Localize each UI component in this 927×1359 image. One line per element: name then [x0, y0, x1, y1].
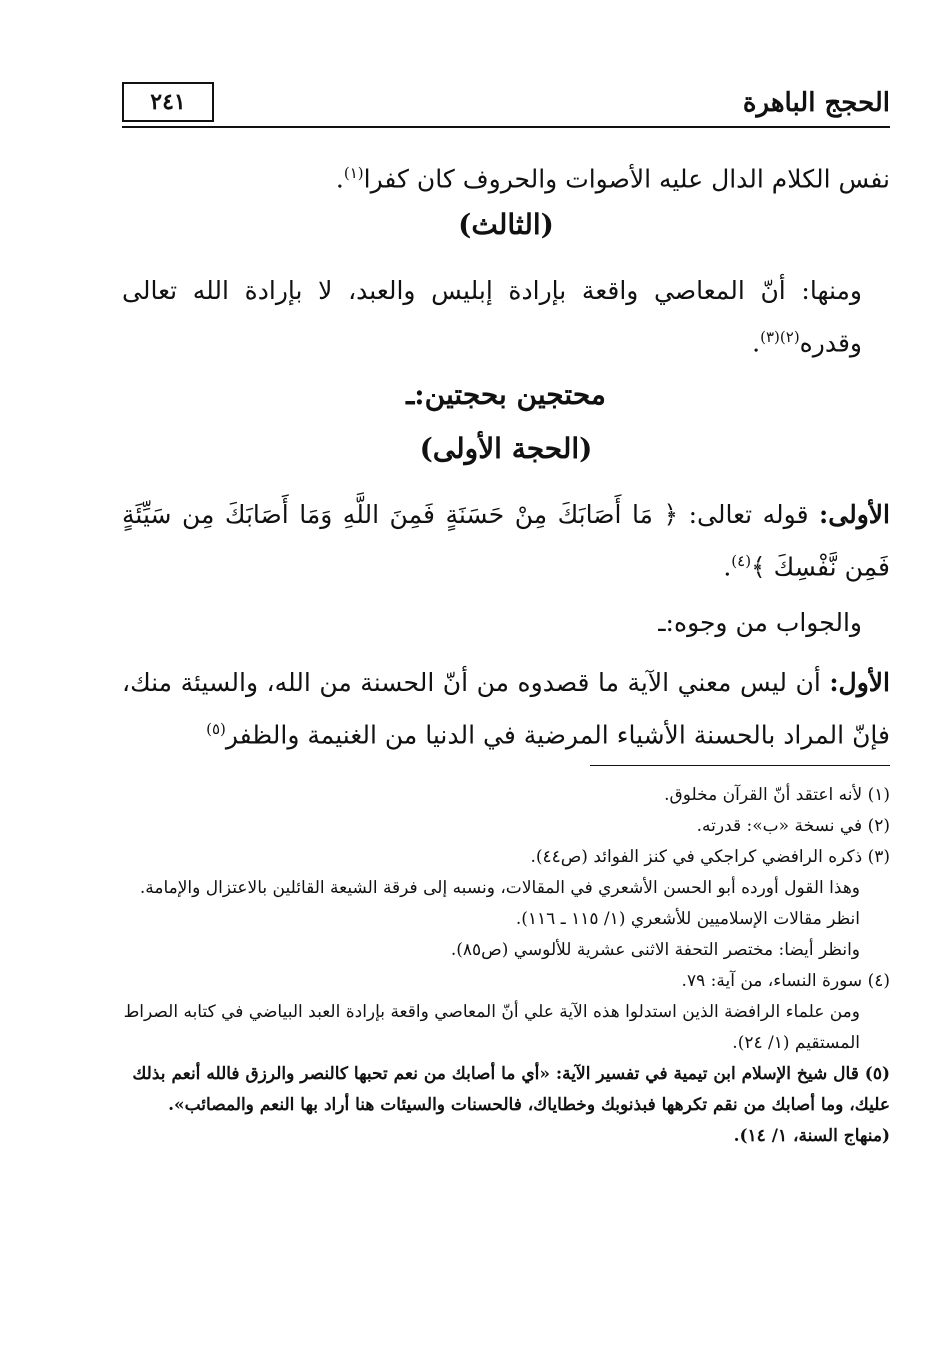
awwal-argument [122, 660, 890, 758]
footnote-item: (٣) ذكره الرافضي كراجكي في كنز الفوائد (ص٤٤). [530, 847, 890, 867]
answer-line: والجواب من وجوه:ـ [658, 608, 862, 637]
heading-hujjatayn: محتجين بحجتين:ـ [406, 378, 606, 411]
footnotes [122, 780, 890, 1152]
first-lead: الأولى: [819, 500, 890, 529]
heading-third-block [122, 208, 890, 241]
heading-hujjatayn-block [122, 378, 890, 411]
footnote-ref-5: (٥) [206, 720, 226, 738]
first-end: . [723, 552, 732, 582]
footnote-item: (١) لأنه اعتقد أنّ القرآن مخلوق. [664, 785, 890, 805]
page-header [122, 78, 890, 126]
first-text: قوله تعالى: ﴿ مَا أَصَابَكَ مِنْ حَسَنَةٍ فَمِنَ اللَّهِ وَمَا أَصَابَكَ مِن سَيِّئَةٍ فَمِن نَّفْسِكَ ﴾ [122, 500, 890, 582]
body-line-1 [122, 150, 890, 202]
answer-line-block [122, 600, 890, 646]
footnote-ref-1: (١) [343, 164, 364, 182]
footnote-item: وهذا القول أورده أبو الحسن الأشعري في المقالات، ونسبه إلى فرقة الشيعة القائلين بالاعتزال والإمامة. [139, 878, 860, 898]
body-line-1-end: . [335, 164, 344, 194]
footnote-item: انظر مقالات الإسلاميين للأشعري (١/ ١١٥ ـ ١١٦). [515, 909, 860, 929]
heading-third: (الثالث) [458, 208, 554, 241]
footnote-separator [590, 765, 890, 766]
body-line-1-text: نفس الكلام الدال عليه الأصوات والحروف كان كفرا [363, 164, 890, 194]
awwal-lead: الأول: [829, 668, 890, 697]
heading-first-hujja: (الحجة الأولى) [419, 432, 593, 465]
first-argument [122, 492, 890, 590]
footnote-refs-2-3: (٢)(٣) [760, 328, 800, 346]
paragraph-2-end: . [752, 328, 761, 358]
header-rule [122, 126, 890, 128]
running-title: الحجج الباهرة [742, 88, 890, 118]
page-number-box [122, 82, 214, 122]
footnote-item: ومن علماء الرافضة الذين استدلوا هذه الآية علي أنّ المعاصي واقعة بإرادة العبد البياضي في كتابه الصراط المستقيم (١/ ٢٤). [123, 1002, 860, 1053]
paragraph-2 [122, 268, 890, 366]
footnote-item: (٢) في نسخة «ب»: قدرته. [696, 816, 890, 836]
footnote-item: وانظر أيضا: مختصر التحفة الاثنى عشرية للألوسي (ص٨٥). [450, 940, 860, 960]
footnote-item: (٥) قال شيخ الإسلام ابن تيمية في تفسير الآية: «أي ما أصابك من نعم تحبها كالنصر والرزق فالله أنعم بذلك عليك، وما أصابك من نقم تكرهها فبذنوبك وخطاياك، فالحسنات والسيئات هنا أراد بها النعم والمصائب». (منهاج السنة، ١/ ١٤). [132, 1064, 890, 1146]
page-number: ٢٤١ [150, 89, 186, 115]
footnote-item: (٤) سورة النساء، من آية: ٧٩. [681, 971, 890, 991]
paragraph-2-text: ومنها: أنّ المعاصي واقعة بإرادة إبليس والعبد، لا بإرادة الله تعالى وقدره [122, 276, 862, 358]
heading-first-hujja-block [122, 432, 890, 465]
footnote-ref-4: (٤) [731, 552, 752, 570]
awwal-text: أن ليس معني الآية ما قصدوه من أنّ الحسنة من الله، والسيئة منك، فإنّ المراد بالحسنة الأشياء المرضية في الدنيا من الغنيمة والظفر [122, 668, 890, 750]
